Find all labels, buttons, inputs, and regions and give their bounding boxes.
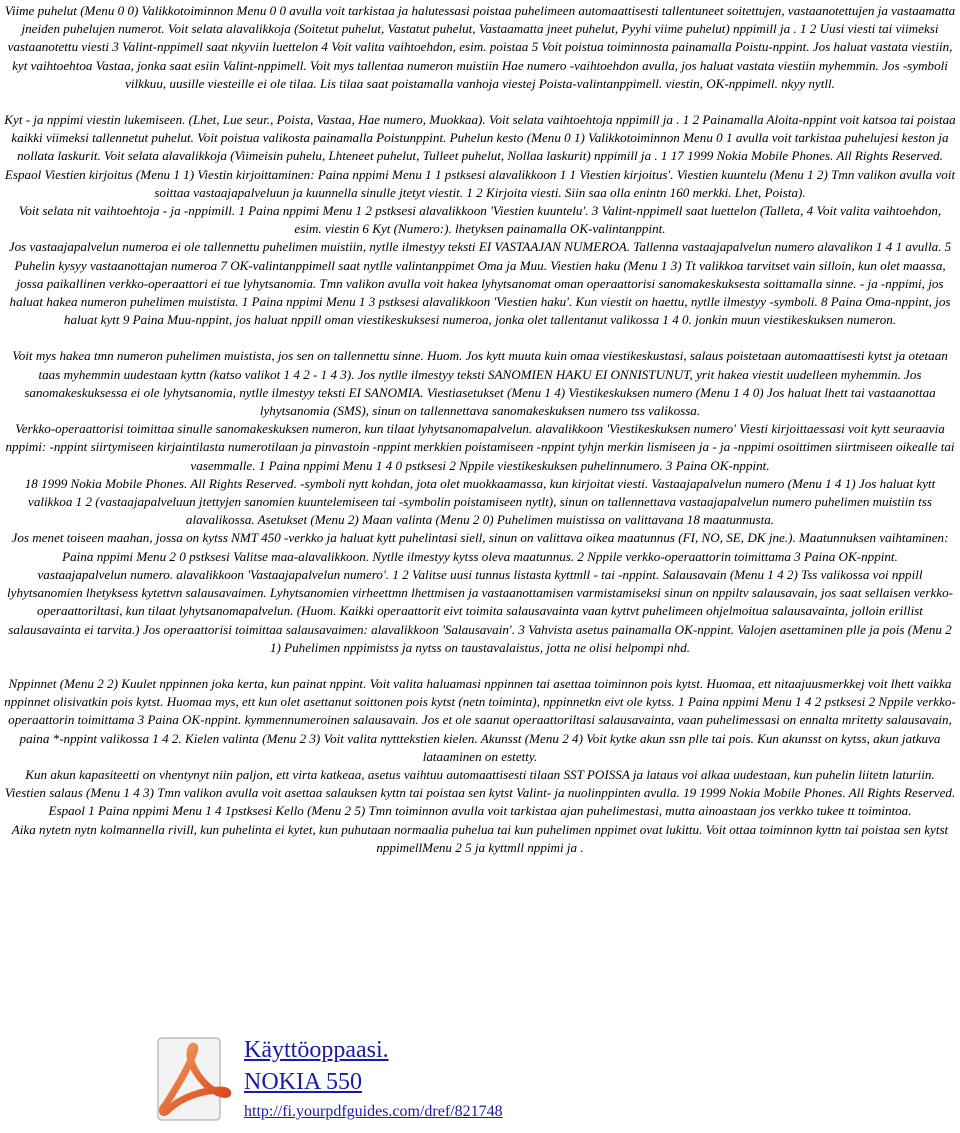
paragraph-6: Voit mys hakea tmn numeron puhelimen muistista, jos sen on tallennettu sinne. Huom. Jos kytt muuta kuin omaa viestikeskustasi, salaus poistetaan automaattisesti kytst ja otetaan taas myhemmin uudestaan kyttn (katso valikot 1 4 2 - 1 4 3). Jos nytlle ilmestyy teksti SANOMIEN HAKU EI ONNISTUNUT, yrit hakea viestit uudelleen myhemmin. Jos sanomakeskuksessa ei ole lyhytsanomia, nytlle ilmestyy teksti EI SANOMIA. Viestiasetukset (Menu 1 4) Viestikeskuksen numero (Menu 1 4 0) Jos haluat lhett tai vastaanottaa lyhytsanomia (SMS), sinun on tallennettava sanomakeskuksen numero tss valikossa. <box>12 348 948 419</box>
footer <box>0 1030 960 1133</box>
paragraph-13: Aika nytetn nytn kolmannella rivill, kun puhelinta ei kytet, kun puhutaan normaalia puhelua tai kun puhelimen nppimet ovat lukittu. Voit ottaa toiminnon kyttn tai poistaa sen kytst nppimellMenu 2 5 ja kyttmll nppimi ja . <box>11 821 949 855</box>
model-link[interactable]: NOKIA 550 <box>244 1069 362 1095</box>
source-url-link[interactable]: http://fi.yourpdfguides.com/dref/821748 <box>244 1103 503 1120</box>
paragraph-11: Nppinnet (Menu 2 2) Kuulet nppinnen joka kerta, kun painat nppint. Voit valita haluamasi nppinnen tai asettaa toiminnon pois kytst. Huomaa, ett nitaajuusmerkkej voit lhett vaikka nppinnet olisivatkin pois kytst. Huomaa mys, ett kun olet asettanut soittonen pois kytst (netn toiminta), nppinnetkn eivt ole kytss. 1 Paina nppimi Menu 1 4 2 pstksesi 2 Nppile verkko-operaattorin toimittama 3 Paina OK-nppint. kymmennumeroinen salausavain. Jos et ole saanut operaattoriltasi salausavainta, vaan puhelimessasi on ennalta mritetty salausavain, paina *-nppint valikossa 1 4 2. Kielen valinta (Menu 2 3) Voit valita nytttekstien kielen. Akunsst (Menu 2 4) Voit kytke akun ssn plle tai pois. Kun akunsst on kytss, akun jatkuva lataaminen on estetty. <box>4 675 956 764</box>
document-body <box>4 2 956 857</box>
paragraph-12: Kun akun kapasiteetti on vhentynyt niin paljon, ett virta katkeaa, asetus vaihtuu automaattisesti tilaan SST POISSA ja lataus voi alkaa uudestaan, kun puhelin liitetn laturiin. Viestien salaus (Menu 1 4 3) Tmn valikon avulla voit asettaa salauksen kyttn tai poistaa sen kytst Valint- ja nuolinppinten avulla. 19 1999 Nokia Mobile Phones. All Rights Reserved. Espaol 1 Paina nppimi Menu 1 4 1pstksesi Kello (Menu 2 5) Tmn toiminnon avulla voit tarkistaa ajan puhelimestasi, mutta ainoastaan jos verkko tukee tt toimintoa. <box>4 766 956 819</box>
paragraph-3: Espaol Viestien kirjoitus (Menu 1 1) Viestin kirjoittaminen: Paina nppimi Menu 1 1 pstksesi alavalikkoon 1 1 Viestien kirjoitus'. Viestien kuuntelu (Menu 1 2) Tmn valikon avulla voit soittaa vastaajapalveluun ja kuunnella sinulle jtetyt viestit. 1 2 Kirjoita viesti. Siin saa olla enintn 160 merkki. Lhet, Poista). <box>4 166 956 200</box>
paragraph-2: Kyt - ja nppimi viestin lukemiseen. (Lhet, Lue seur., Poista, Vastaa, Hae numero, Muokkaa). Voit selata vaihtoehtoja nppimill ja . 1 2 Painamalla Aloita-nppint voit katsoa tai poistaa kaikki viimeksi tallennetut puhelut. Voit poistua valikosta painamalla Poistunppint. Puhelun kesto (Menu 0 1) Valikkotoiminnon Menu 0 1 avulla voit tarkistaa puhelujesi keston ja nollata laskurit. Voit selata alavalikkoja (Viimeisin puhelu, Lhteneet puhelut, Tulleet puhelut, Nollaa laskurit) nppimill ja . 1 17 1999 Nokia Mobile Phones. All Rights Reserved. <box>4 112 956 164</box>
paragraph-1: Viime puhelut (Menu 0 0) Valikkotoiminnon Menu 0 0 avulla voit tarkistaa ja halutessasi poistaa puhelimeen automaattisesti tallentuneet soitettujen, vastaanotettujen ja vastaamatta jneiden puhelujen numerot. Voit selata alavalikkoja (Soitetut puhelut, Vastatut puhelut, Vastaamatta jneet puhelut, Pyyhi viime puhelut) nppimill ja . 1 2 Uusi viesti tai viimeksi vastaanotettu viesti 3 Valint-nppimell saat nkyviin luettelon 4 Voit valita vaihtoehdon, esim. poistaa 5 Voit poistua toiminnosta painamalla Poistu-nppint. Jos haluat vastata viestiin, kyt vaihtoehtoa Vastaa, jonka saat esiin Valint-nppimell. Voit mys tallentaa numeron muistiin Hae numero -vaihtoehdon avulla, jos haluat vastata viestiin myhemmin. Jos -symboli vilkkuu, uusille viesteille ei ole tilaa. Lis tilaa saat poistamalla vanhoja viestej Poista-valintanppimell. viestin, OK-nppimell. nkyy nytll. <box>4 3 956 91</box>
footer-links <box>244 1036 503 1122</box>
manual-title-link[interactable]: Käyttöoppaasi. <box>244 1037 389 1063</box>
paragraph-9: Jos menet toiseen maahan, jossa on kytss NMT 450 -verkko ja haluat kytt puhelintasi siell, sinun on valittava oikea maatunnus (FI, NO, SE, DK jne.). Maatunnuksen vaihtaminen: Paina nppimi Menu 2 0 pstksesi Valitse maa-alavalikkoon. Nytlle ilmestyy kytss oleva maatunnus. 2 Nppile verkko-operaattorin toimittama 3 Paina OK-nppint. <box>11 530 949 564</box>
paragraph-4: Voit selata nit vaihtoehtoja - ja -nppimill. 1 Paina nppimi Menu 1 2 pstksesi alavalikkoon 'Viestien kuuntelu'. 3 Valint-nppimell saat luettelon (Talleta, 4 Voit valita vaihtoehdon, esim. viestin 6 Kyt (Numero:). lhetyksen painamalla OK-valintanppint. <box>18 203 942 237</box>
paragraph-8: 18 1999 Nokia Mobile Phones. All Rights Reserved. -symboli nytt kohdan, jota olet muokkaamassa, kun kirjoitat viesti. Vastaajapalvelun numero (Menu 1 4 1) Jos haluat kytt valikkoa 1 2 (vastaajapalveluun jtettyjen sanomien kuuntelemiseen tai -symbolin poistamiseen nytlt), sinun on tallennettava vastaajapalvelun numero puhelimen muistiin tss alavalikossa. Asetukset (Menu 2) Maan valinta (Menu 2 0) Puhelimen muistissa on valittavana 18 maatunnusta. <box>24 475 936 528</box>
paragraph-10: vastaajapalvelun numero. alavalikkoon 'Vastaajapalvelun numero'. 1 2 Valitse uusi tunnus listasta kyttmll - tai -nppint. Salausavain (Menu 1 4 2) Tss valikossa voi nppill lyhytsanomien lhetyksess kytettvn salausavaimen. Lyhytsanomien virheettmn lhettmisen ja vastaanottamisen varmistamiseksi sinun on nppiltv salausavain, jos saat sellaisen verkko-operaattoriltasi, kun tilaat lyhytsanomapalvelun. (Huom. Kaikki operaattorit eivt toimita salausavainta vaan kyttvt puhelimeen ohjelmoitua salausavainta, jolloin erillist salausavainta ei tarvita.) Jos operaattorisi toimittaa salausavaimen: alavalikkoon 'Salausavain'. 3 Vahvista asetus painamalla OK-nppint. Valojen asettaminen plle ja pois (Menu 2 1) Puhelimen nppimistss ja nytss on taustavalaistus, jotta ne olisi helpompi nhd. <box>7 566 953 655</box>
paragraph-7: Verkko-operaattorisi toimittaa sinulle sanomakeskuksen numeron, kun tilaat lyhytsanomapalvelun. alavalikkoon 'Viestikeskuksen numero' Viesti kirjoittaessasi voit kytt seuraavia nppimi: -nppint siirtymiseen kirjaintilasta numerotilaan ja pinvastoin -nppint merkkien poistamiseen -nppint tyhjn merkin lismiseen ja - ja -nppimi osoittimen siirtmiseen oikealle tai vasemmalle. 1 Paina nppimi Menu 1 4 0 pstksesi 2 Nppile viestikeskuksen puhelinnumero. 3 Paina OK-nppint. <box>5 421 955 473</box>
pdf-icon <box>150 1034 234 1126</box>
paragraph-5: Jos vastaajapalvelun numeroa ei ole tallennettu puhelimen muistiin, nytlle ilmestyy teksti EI VASTAAJAN NUMEROA. Tallenna vastaajapalvelun numero alavalikon 1 4 1 avulla. 5 Puhelin kysyy vastaanottajan numeroa 7 OK-valintanppimell saat nytlle valintanppimet Oma ja Muu. Viestien haku (Menu 1 3) Tt valikkoa tarvitset vain silloin, kun olet maassa, jossa paikallinen verkko-operaattori ei tue lyhytsanomia. Tmn valikon avulla voit hakea lyhytsanomat oman operaattorisi sanomakeskuksesta soittamalla sinne. - ja -nppimi, jos haluat hakea numeron puhelimen muistista. 1 Paina nppimi Menu 1 3 pstksesi alavalikkoon 'Viestien haku'. Kun viestit on haettu, nytlle ilmestyy -symboli. 8 Paina Oma-nppint, jos haluat kytt 9 Paina Muu-nppint, jos haluat nppill oman viestikeskuksesi numeroa, jonka olet tallentanut valikossa 1 4 0. jonkin muun viestikeskuksen numeron. <box>8 239 952 328</box>
